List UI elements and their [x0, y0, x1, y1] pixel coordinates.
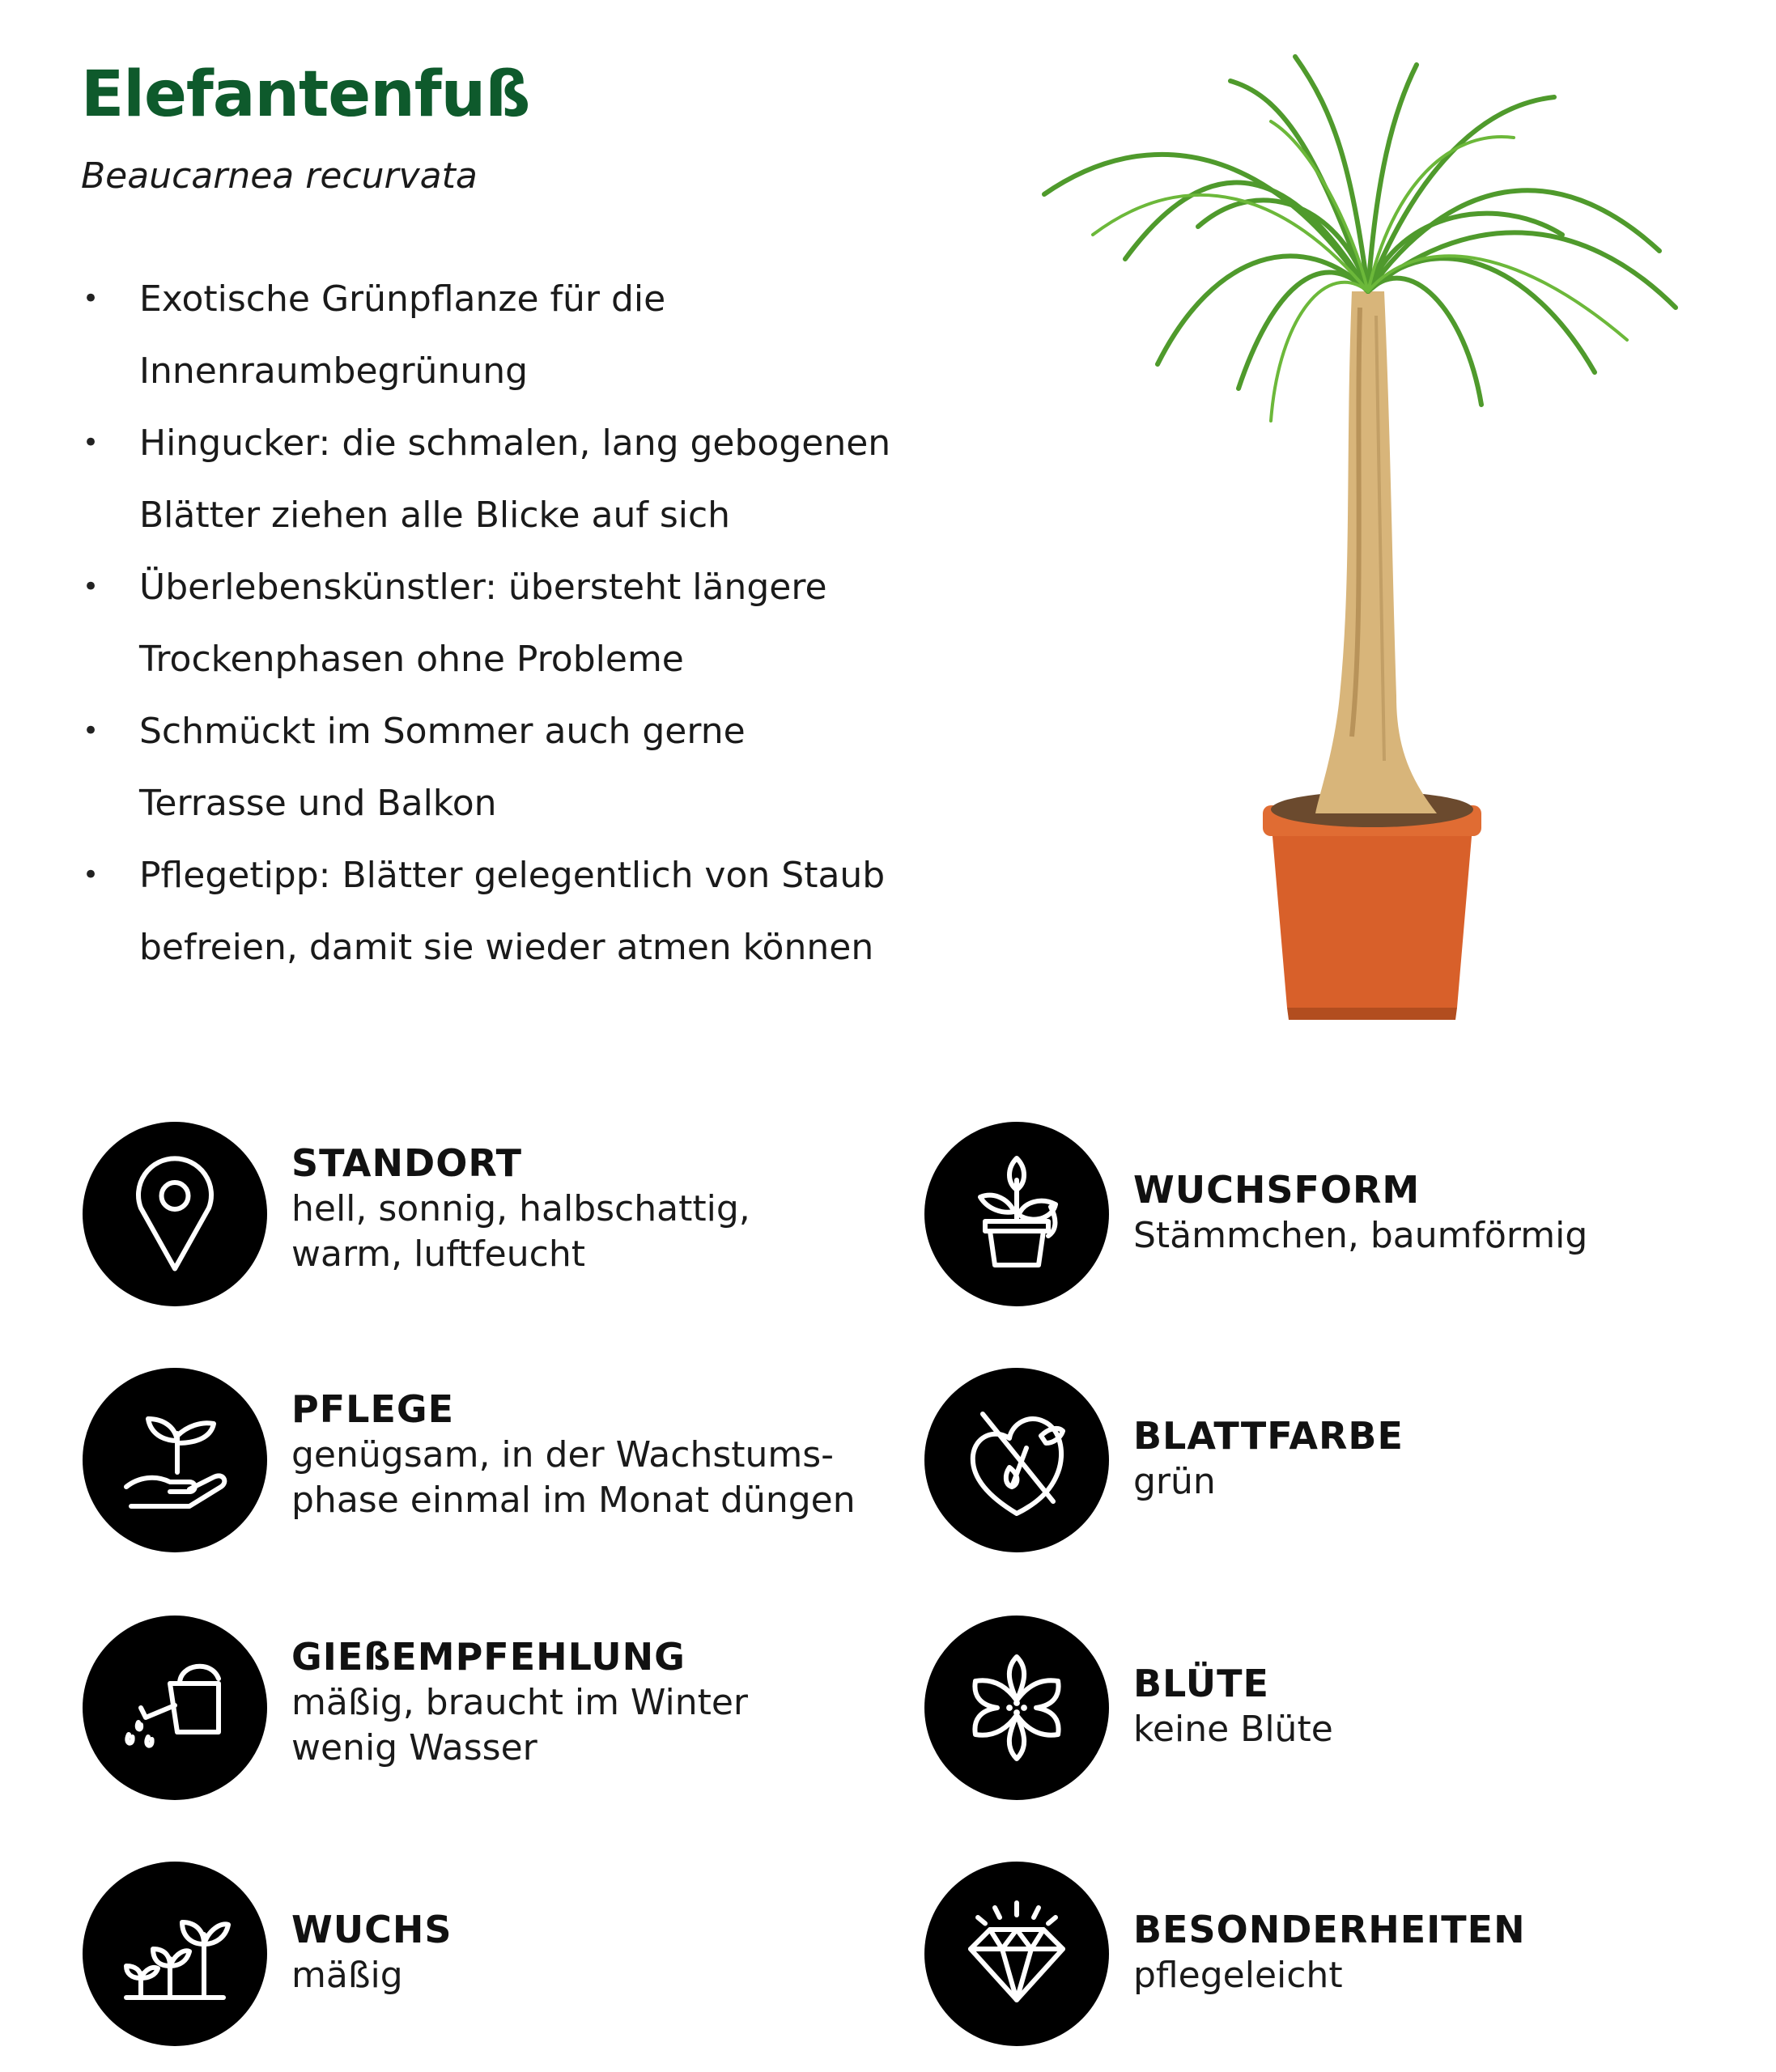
feature-besonderheiten: [924, 1862, 1734, 2048]
feature-description: genügsam, in der Wachstums-: [291, 1434, 835, 1475]
bullet-dot: •: [83, 571, 100, 603]
feature-title: STANDORT: [291, 1141, 523, 1185]
leaf-brush-icon: [956, 1399, 1077, 1521]
feature-icon-badge: [924, 1368, 1109, 1552]
feature-wuchsform: [924, 1122, 1734, 1308]
growing-sprouts-icon: [114, 1893, 236, 2015]
feature-description: warm, luftfeucht: [291, 1233, 585, 1275]
feature-title: WUCHS: [291, 1908, 452, 1951]
hand-seedling-icon: [114, 1399, 236, 1521]
botanical-name: Beaucarnea recurvata: [81, 155, 478, 197]
feature-blattfarbe: [924, 1368, 1734, 1554]
feature-description: grün: [1133, 1461, 1216, 1502]
bullet-dot: •: [83, 859, 100, 891]
feature-title: BESONDERHEITEN: [1133, 1908, 1526, 1951]
feature-bullet-list: [81, 263, 931, 983]
feature-description: Stämmchen, baumförmig: [1133, 1215, 1588, 1256]
feature-description: wenig Wasser: [291, 1727, 537, 1768]
ponytail-palm-image: [1028, 49, 1700, 1028]
feature-icon-badge: [83, 1368, 267, 1552]
potted-plant-icon: [956, 1153, 1077, 1275]
feature-giessempfehlung: [83, 1616, 892, 1802]
feature-title: WUCHSFORM: [1133, 1168, 1421, 1212]
feature-title: BLÜTE: [1133, 1662, 1269, 1705]
bullet-dot: •: [83, 715, 100, 747]
feature-title: GIEßEMPFEHLUNG: [291, 1635, 686, 1679]
feature-description: mäßig, braucht im Winter: [291, 1682, 748, 1723]
feature-description: hell, sonnig, halbschattig,: [291, 1188, 750, 1229]
feature-icon-badge: [924, 1862, 1109, 2046]
bullet-dot: •: [83, 282, 100, 315]
feature-bluete: [924, 1616, 1734, 1802]
feature-standort: [83, 1122, 892, 1308]
feature-description: keine Blüte: [1133, 1709, 1333, 1750]
feature-description: phase einmal im Monat düngen: [291, 1480, 856, 1521]
feature-wuchs: [83, 1862, 892, 2048]
bullet-item: • Überlebenskünstler: übersteht längere Trockenphasen ohne Probleme: [81, 551, 931, 695]
watering-can-icon: [114, 1647, 236, 1768]
feature-icon-badge: [924, 1616, 1109, 1800]
feature-title: BLATTFARBE: [1133, 1414, 1404, 1458]
feature-icon-badge: [924, 1122, 1109, 1306]
feature-description: mäßig: [291, 1955, 403, 1996]
feature-icon-badge: [83, 1862, 267, 2046]
feature-pflege: [83, 1368, 892, 1554]
feature-description: pflegeleicht: [1133, 1955, 1343, 1996]
bullet-item: • Pflegetipp: Blätter gelegentlich von Staub befreien, damit sie wieder atmen können: [81, 839, 931, 983]
bullet-item: • Exotische Grünpflanze für die Innenraumbegrünung: [81, 263, 931, 407]
diamond-icon: [956, 1893, 1077, 2015]
location-pin-icon: [114, 1153, 236, 1275]
feature-title: PFLEGE: [291, 1387, 455, 1431]
feature-icon-badge: [83, 1616, 267, 1800]
product-title: Elefantenfuß: [81, 58, 530, 131]
bullet-item: • Schmückt im Sommer auch gerne Terrasse und Balkon: [81, 695, 931, 839]
feature-icon-badge: [83, 1122, 267, 1306]
flower-icon: [956, 1647, 1077, 1768]
bullet-dot: •: [83, 427, 100, 459]
bullet-item: • Hingucker: die schmalen, lang gebogenen Blätter ziehen alle Blicke auf sich: [81, 407, 931, 551]
